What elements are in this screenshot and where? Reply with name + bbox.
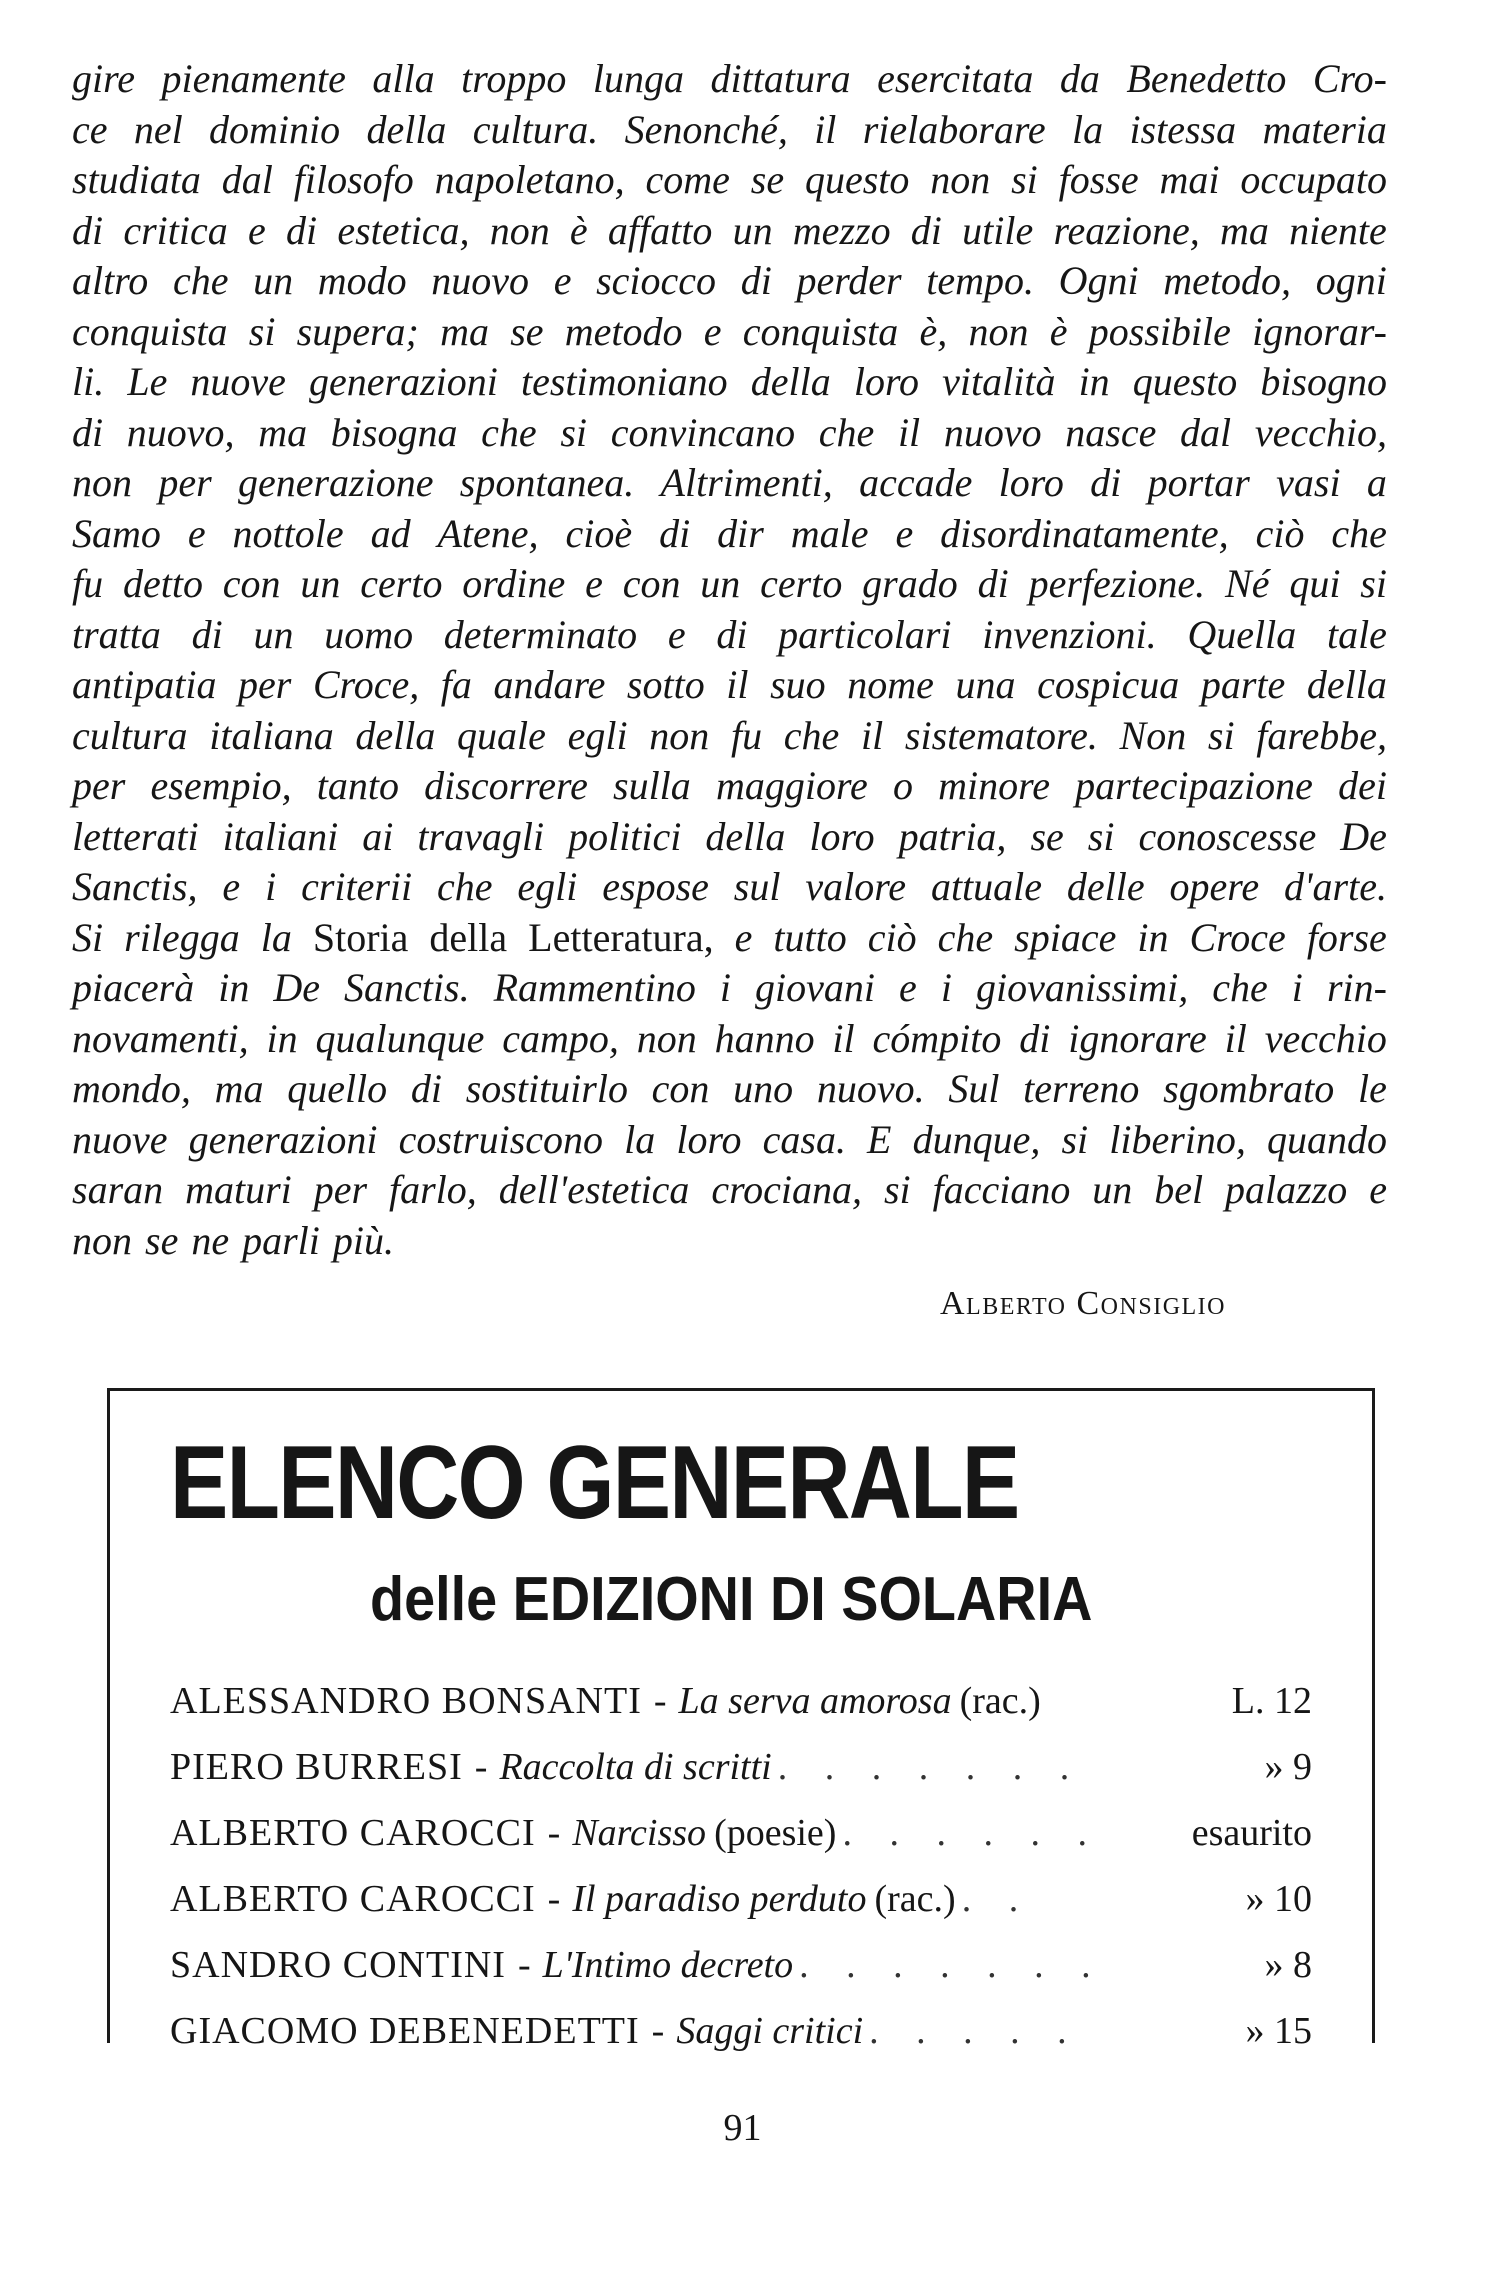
- entry-title: Saggi critici: [676, 2010, 864, 2052]
- entry-title: L'Intimo decreto: [542, 1944, 794, 1986]
- catalog-entry: ALBERTO CAROCCI - Narcisso (poesie) . . . . . . esaurito: [170, 1812, 1312, 1854]
- article-body: [72, 54, 1387, 1266]
- catalog-entry: SANDRO CONTINI - L'Intimo decreto . . . . . . . » 8: [170, 1944, 1312, 1986]
- entry-author: ALBERTO CAROCCI: [170, 1812, 536, 1854]
- entry-note: (rac.): [959, 1680, 1041, 1722]
- entry-title: La serva amorosa: [678, 1680, 952, 1722]
- article-line: non per generazione spontanea. Altrimenti, accade loro di portar vasi a: [72, 460, 1387, 505]
- page-number: 91: [723, 2107, 762, 2149]
- article-line: per esempio, tanto discorrere sulla maggiore o minore partecipazione dei: [72, 763, 1387, 808]
- article-line: altro che un modo nuovo e sciocco di perder tempo. Ogni metodo, ogni: [72, 258, 1387, 303]
- article-line: piacerà in De Sanctis. Rammentino i giovani e i giovanissimi, che i rin-: [72, 965, 1387, 1010]
- entry-title: Il paradiso perduto: [572, 1878, 867, 1920]
- article-line: non se ne parli più.: [72, 1217, 395, 1263]
- entry-dot-leader: . . . . . . .: [777, 1746, 1084, 1788]
- entry-author: SANDRO CONTINI: [170, 1944, 506, 1986]
- article-line: letterati italiani ai travagli politici della loro patria, se si conoscesse De: [72, 813, 1387, 859]
- article-line: nuove generazioni costruiscono la loro casa. E dunque, si liberino, quando: [72, 1116, 1387, 1162]
- entry-author: PIERO BURRESI: [170, 1746, 463, 1788]
- catalog-advertisement: [107, 1388, 1375, 2052]
- entry-price: » 9: [1264, 1746, 1312, 1788]
- entry-title: Raccolta di scritti: [499, 1746, 772, 1788]
- article-line: antipatia per Croce, fa andare sotto il suo nome una cospicua parte della: [72, 662, 1387, 707]
- entry-author: ALBERTO CAROCCI: [170, 1878, 536, 1920]
- entry-note: (poesie): [714, 1812, 837, 1854]
- article-line: saran maturi per farlo, dell'estetica crociana, si facciano un bel palazzo e: [72, 1167, 1387, 1212]
- article-line: Samo e nottole ad Atene, cioè di dir male e disordinatamente, ciò che: [72, 510, 1387, 556]
- entry-author: GIACOMO DEBENEDETTI: [170, 2010, 640, 2052]
- article-line: novamenti, in qualunque campo, non hanno il cómpito di ignorare il vecchio: [72, 1015, 1387, 1061]
- article-line: Sanctis, e i criterii che egli espose sul valore attuale delle opere d'arte.: [72, 864, 1387, 909]
- article-line: studiata dal filosofo napoletano, come se questo non si fosse mai occupato: [72, 157, 1387, 202]
- entry-author: ALESSANDRO BONSANTI: [170, 1680, 642, 1722]
- article-line: cultura italiana della quale egli non fu che il sistematore. Non si farebbe,: [72, 712, 1387, 758]
- entry-dot-leader: . . . . . . .: [799, 1944, 1105, 1986]
- author-signature: Alberto Consiglio: [940, 1285, 1227, 1322]
- article-line: gire pienamente alla troppo lunga dittatura esercitata da Benedetto Cro-: [72, 56, 1387, 101]
- article-line: conquista si supera; ma se metodo e conquista è, non è possibile ignorar-: [72, 308, 1387, 354]
- catalog-entry: ALBERTO CAROCCI - Il paradiso perduto (rac.) . . » 10: [170, 1878, 1312, 1920]
- article-line: Si rilegga la Storia della Letteratura, e tutto ciò che spiace in Croce forse: [72, 914, 1387, 960]
- article-line: tratta di un uomo determinato e di particolari invenzioni. Quella tale: [72, 611, 1387, 657]
- entry-price: L. 12: [1231, 1680, 1312, 1722]
- catalog-subtitle: delle EDIZIONI DI SOLARIA: [370, 1565, 1093, 1634]
- catalog-entry: ALESSANDRO BONSANTI - La serva amorosa (rac.) L. 12: [170, 1680, 1312, 1722]
- article-line: fu detto con un certo ordine e con un certo grado di perfezione. Né qui si: [72, 561, 1387, 606]
- article-line: ce nel dominio della cultura. Senonché, il rielaborare la istessa materia: [72, 106, 1387, 152]
- article-line: mondo, ma quello di sostituirlo con uno nuovo. Sul terreno sgombrato le: [72, 1066, 1387, 1111]
- catalog-entry: GIACOMO DEBENEDETTI - Saggi critici . . . . . » 15: [170, 2010, 1312, 2052]
- entry-dot-leader: . .: [961, 1878, 1033, 1920]
- entry-price: » 15: [1245, 2010, 1312, 2052]
- catalog-entry: PIERO BURRESI - Raccolta di scritti . . . . . . . » 9: [170, 1746, 1312, 1788]
- entry-note: (rac.): [874, 1878, 956, 1920]
- entry-price: esaurito: [1191, 1812, 1312, 1854]
- article-line: di nuovo, ma bisogna che si convincano che il nuovo nasce dal vecchio,: [72, 409, 1387, 455]
- entry-dot-leader: . . . . .: [869, 2010, 1081, 2052]
- entry-dot-leader: . . . . . .: [842, 1812, 1101, 1854]
- article-line: li. Le nuove generazioni testimoniano della loro vitalità in questo bisogno: [72, 359, 1387, 404]
- catalog-list: [170, 1679, 1312, 2075]
- entry-price: » 8: [1264, 1944, 1312, 1986]
- entry-title: Narcisso: [572, 1812, 707, 1854]
- entry-price: » 10: [1245, 1878, 1312, 1920]
- catalog-title: ELENCO GENERALE: [170, 1425, 1019, 1541]
- article-line: di critica e di estetica, non è affatto un mezzo di utile reazione, ma niente: [72, 207, 1387, 253]
